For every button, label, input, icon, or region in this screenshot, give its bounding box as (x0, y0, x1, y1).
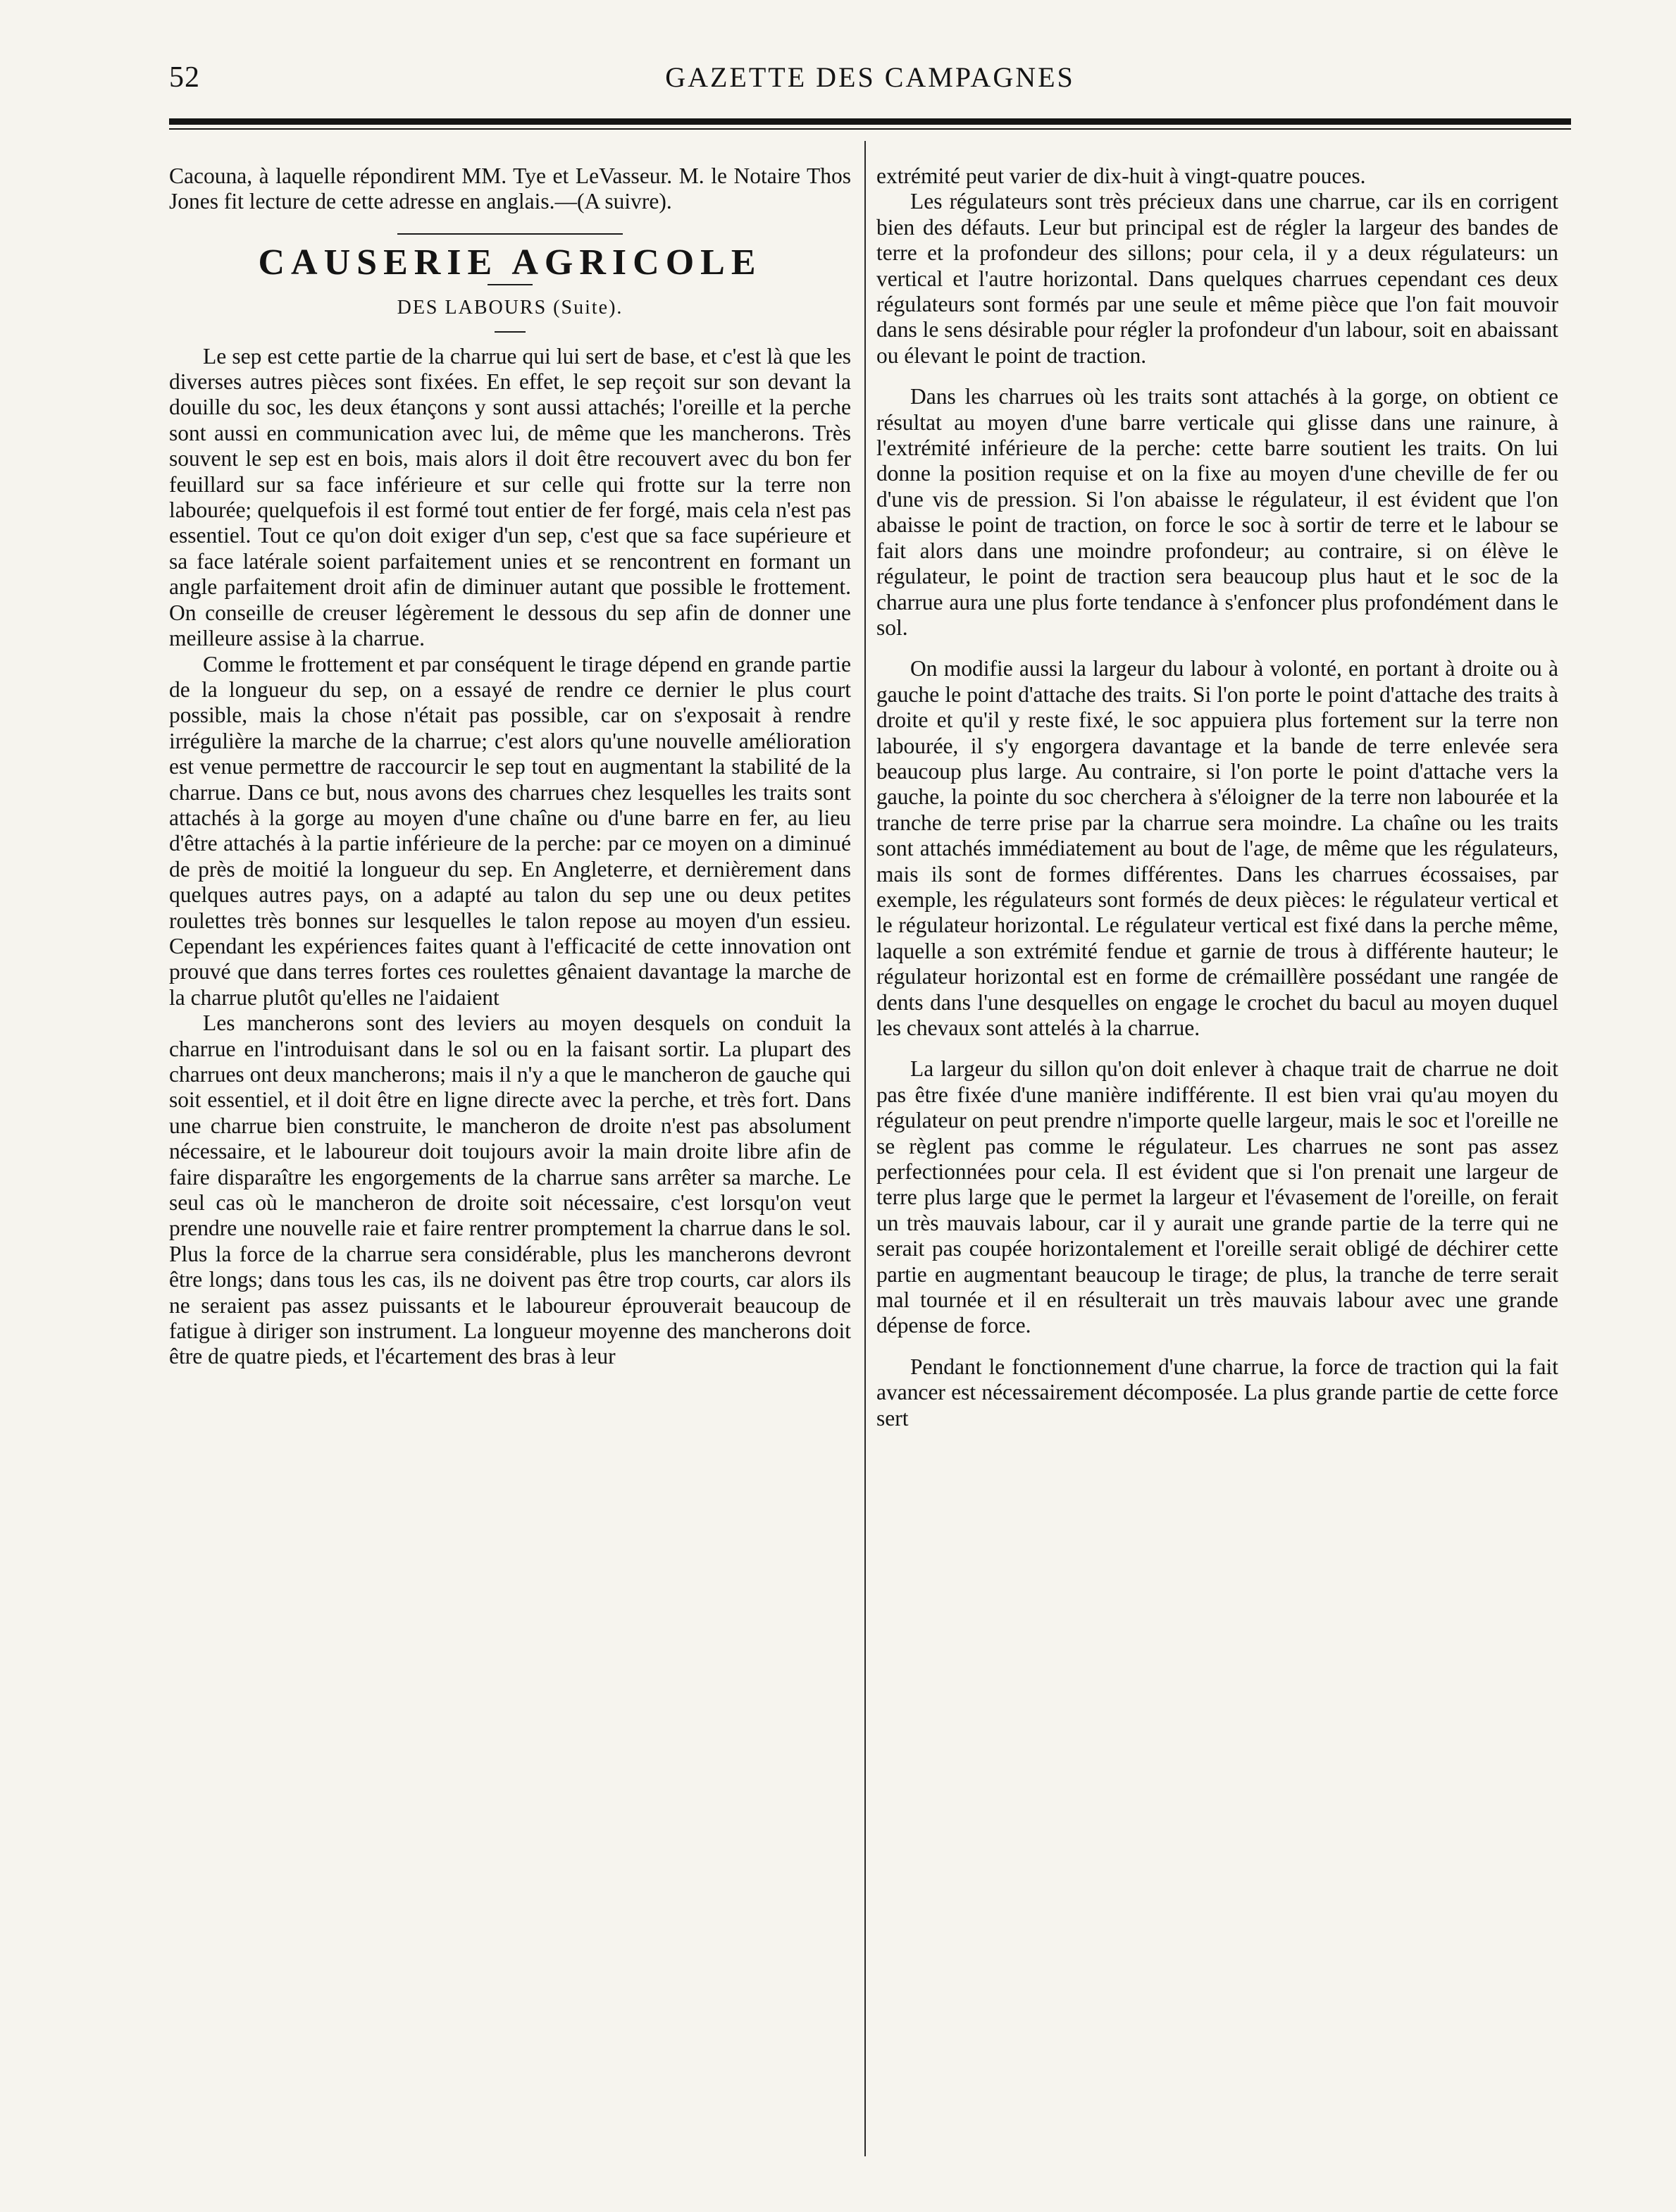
paragraph: Comme le frottement et par conséquent le tirage dépend en grande partie de la longueur du sep, on a essayé de rendre ce dernier le plus court possible, mais la chose n'était pas possible, car on s'exposait à rendre irrégulière la marche de la charrue; c'est alors qu'une nouvelle amélioration est venue permettre de raccourcir le sep tout en augmentant la stabilité de la charrue. Dans ce but, nous avons des charrues chez lesquelles les traits sont attachés à la gorge au moyen d'une chaîne ou d'une barre en fer, au lieu d'être attachés à la partie inférieure de la perche: par ce moyen on a diminué de près de moitié la longueur du sep. En Angleterre, et dernièrement dans quelques autres pays, on a adapté au talon du sep une ou deux petites roulettes très bonnes sur lesquelles le talon repose au moyen d'un essieu. Cependant les expériences faites quant à l'efficacité de cette innovation ont prouvé que dans terres fortes ces roulettes gênaient davantage la marche de la charrue plutôt qu'elles ne l'aidaient (169, 651, 851, 1010)
title-rule (488, 284, 533, 285)
header-rule-thin (169, 128, 1571, 130)
paragraph: Le sep est cette partie de la charrue qui lui sert de base, et c'est là que les diverses autres pièces sont fixées. En effet, le sep reçoit sur son devant la douille du soc, les deux étançons y sont aussi attachés; l'oreille et la perche sont aussi en communication avec lui, de même que les mancherons. Très souvent le sep est en bois, mais alors il doit être recouvert avec du bon fer feuillard sur sa face inférieure et sur celle qui frotte sur la terre non labourée; quelquefois il est formé tout entier de fer forgé, mais cela n'est pas essentiel. Tout ce qu'on doit exiger d'un sep, c'est que sa face supérieure et sa face latérale soient parfaitement unies et se rencontrent en formant un angle parfaitement droit afin de diminuer autant que possible le frottement. On conseille de creuser légèrement le dessous du sep afin de donner une meilleure assise à la charrue. (169, 343, 851, 651)
page-number: 52 (169, 61, 200, 94)
right-column (876, 163, 1558, 1431)
header-rule-thick (169, 118, 1571, 125)
paragraph: Les mancherons sont des leviers au moyen desquels on conduit la charrue en l'introduisant dans le sol ou en la faisant sortir. La plupart des charrues ont deux mancherons; mais il n'y a que le mancheron de gauche qui soit essentiel, et il doit être en ligne directe avec la perche, et très fort. Dans une charrue bien construite, le mancheron de droite n'est pas absolument nécessaire, et le laboureur doit toujours avoir la main droite libre afin de faire disparaître les engorgements de la charrue sans arrêter sa marche. Le seul cas où le mancheron de droite soit nécessaire, c'est lorsqu'on veut prendre une nouvelle raie et faire rentrer promptement la charrue dans le sol. Plus la force de la charrue sera considérable, plus les mancherons devront être longs; dans tous les cas, ils ne doivent pas être trop courts, car alors ils ne seraient pas assez puissants et le laboureur éprouverait beaucoup de fatigue à diriger son instrument. La longueur moyenne des mancherons doit être de quatre pieds, et l'écartement des bras à leur (169, 1011, 851, 1369)
left-column (169, 163, 851, 1370)
paragraph: Pendant le fonctionnement d'une charrue, la force de traction qui la fait avancer est nécessairement décomposée. La plus grande partie de cette force sert (876, 1354, 1558, 1431)
paragraph: Dans les charrues où les traits sont attachés à la gorge, on obtient ce résultat au moyen d'une barre verticale qui glisse dans une rainure, à l'extrémité inférieure de la perche: cette barre soutient les traits. On lui donne la position requise et on la fixe au moyen d'une cheville de fer ou d'une vis de pression. Si l'on abaisse le régulateur, il est évident que l'on abaisse le point de traction, on force le soc à sortir de terre et le labour se fait alors dans une moindre profondeur; au contraire, si on élève le régulateur, le point de traction sera beaucoup plus haut et le soc de la charrue aura une plus forte tendance à s'enfoncer plus profondément dans le sol. (876, 384, 1558, 640)
article-separator (397, 233, 623, 235)
article-title: CAUSERIE AGRICOLE (258, 242, 762, 283)
paragraph: Les régulateurs sont très précieux dans une charrue, car ils en corrigent bien des défauts. Leur but principal est de régler la largeur des bandes de terre et la profondeur des sillons; pour cela, il y a deux régulateurs: un vertical et l'autre horizontal. Dans quelques charrues cependant ces deux régulateurs sont formés par une seule et même pièce que l'on fait mouvoir dans le sens désirable pour régler la profondeur d'un labour, soit en abaissant ou élevant le point de traction. (876, 189, 1558, 368)
paragraph: La largeur du sillon qu'on doit enlever à chaque trait de charrue ne doit pas être fixée d'une manière indifférente. Il est bien vrai qu'au moyen du régulateur on peut prendre n'importe quelle largeur, mais le soc et l'oreille ne se règlent pas comme le régulateur. Les charrues ne sont pas assez perfectionnées pour cela. Il est évident que si l'on prenait une largeur de terre plus large que le permet la largeur et l'évasement de l'oreille, on ferait un très mauvais labour, car il y aurait une grande partie de la terre qui ne serait pas coupée horizontalement et l'oreille serait obligé de déchirer cette partie en augmentant beaucoup le tirage; de plus, la tranche de terre serait mal tournée et il en résulterait un très mauvais labour avec une grande dépense de force. (876, 1056, 1558, 1338)
article-subtitle: DES LABOURS (Suite). (397, 297, 623, 319)
paragraph: On modifie aussi la largeur du labour à volonté, en portant à droite ou à gauche le point d'attache des traits. Si l'on porte le point d'attache des traits à droite et qu'il y reste fixé, le soc appuiera plus fortement sur la terre non labourée, il s'y engorgera davantage et la bande de terre enlevée sera beaucoup plus large. Au contraire, si l'on porte le point d'attache vers la gauche, la pointe du soc cherchera à s'éloigner de la terre non labourée et la tranche de terre prise par la charrue sera moindre. La chaîne ou les traits sont attachés immédiatement au bout de l'age, de même que les régulateurs, mais ils sont de formes différentes. Dans les charrues écossaises, par exemple, les régulateurs sont formés de deux pièces: le régulateur vertical et le régulateur horizontal. Le régulateur vertical est fixé dans la perche même, laquelle a son extrémité fendue et garnie de trous à différente hauteur; le régulateur horizontal est en forme de crémaillère possédant une rangée de dents dans l'une desquelles on engage le crochet du bacul au moyen duquel les chevaux sont attelés à la charrue. (876, 656, 1558, 1040)
subtitle-rule (495, 331, 526, 333)
page-header (169, 61, 1571, 103)
paragraph-continued: extrémité peut varier de dix-huit à vingt-quatre pouces. (876, 163, 1366, 188)
running-title: GAZETTE DES CAMPAGNES (665, 61, 1075, 93)
column-divider (864, 141, 866, 2156)
intro-paragraph: Cacouna, à laquelle répondirent MM. Tye et LeVasseur. M. le Notaire Thos Jones fit lecture de cette adresse en anglais.—(A suivre). (169, 163, 851, 214)
